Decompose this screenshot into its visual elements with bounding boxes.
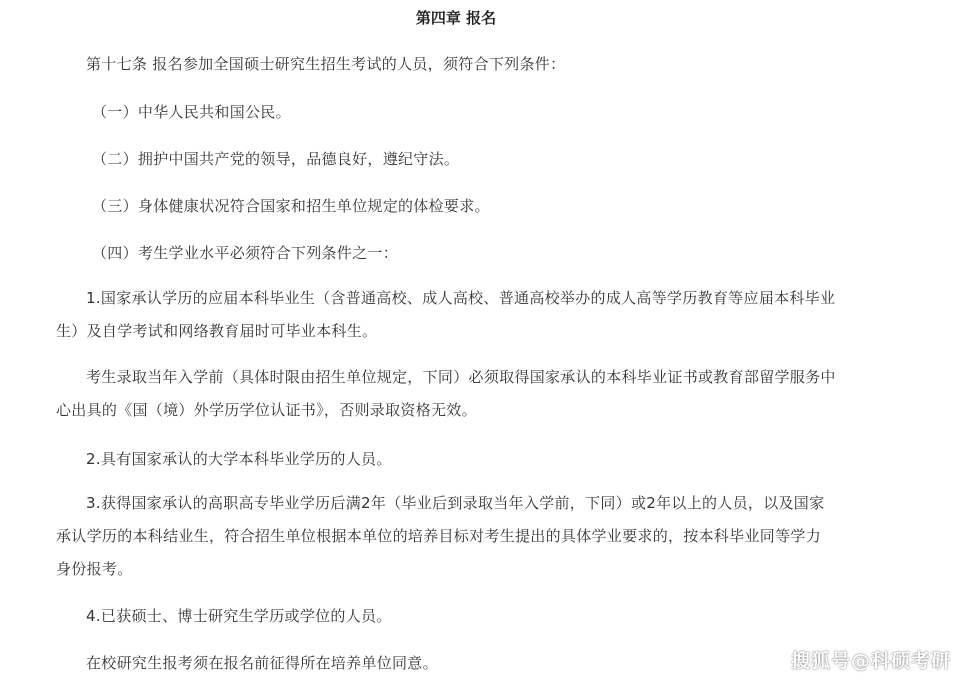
requirement-4: 4.已获硕士、博士研究生学历或学位的人员。: [86, 607, 392, 625]
current-student-note: 在校研究生报考须在报名前征得所在培养单位同意。: [86, 654, 438, 672]
sohu-watermark: 搜狐号@科硕考研: [790, 650, 951, 672]
article-17-intro: 第十七条 报名参加全国硕士研究生招生考试的人员，须符合下列条件：: [86, 55, 566, 73]
requirement-1: 1.国家承认学历的应届本科毕业生（含普通高校、成人高校、普通高校举办的成人高等学历教育等应届本科毕业生）及自学考试和网络教育届时可毕业本科生。: [56, 289, 836, 340]
chapter-title: 第四章 报名: [415, 9, 497, 27]
condition-4: （四）考生学业水平必须符合下列条件之一：: [92, 244, 399, 262]
requirement-3: 3.获得国家承认的高职高专毕业学历后满2年（毕业后到录取当年入学前，下同）或2年以上的人员，以及国家承认学历的本科结业生，符合招生单位根据本单位的培养目标对考生提出的具体学业要求的，按本科毕业同等学力身份报考。: [56, 494, 825, 578]
condition-2: （二）拥护中国共产党的领导，品德良好，遵纪守法。: [92, 150, 460, 168]
condition-3: （三）身体健康状况符合国家和招生单位规定的体检要求。: [92, 197, 490, 215]
requirement-1-note: 考生录取当年入学前（具体时限由招生单位规定，下同）必须取得国家承认的本科毕业证书或教育部留学服务中心出具的《国（境）外学历学位认证书》，否则录取资格无效。: [56, 368, 836, 419]
condition-1: （一）中华人民共和国公民。: [92, 103, 291, 121]
requirement-2: 2.具有国家承认的大学本科毕业学历的人员。: [86, 450, 392, 468]
